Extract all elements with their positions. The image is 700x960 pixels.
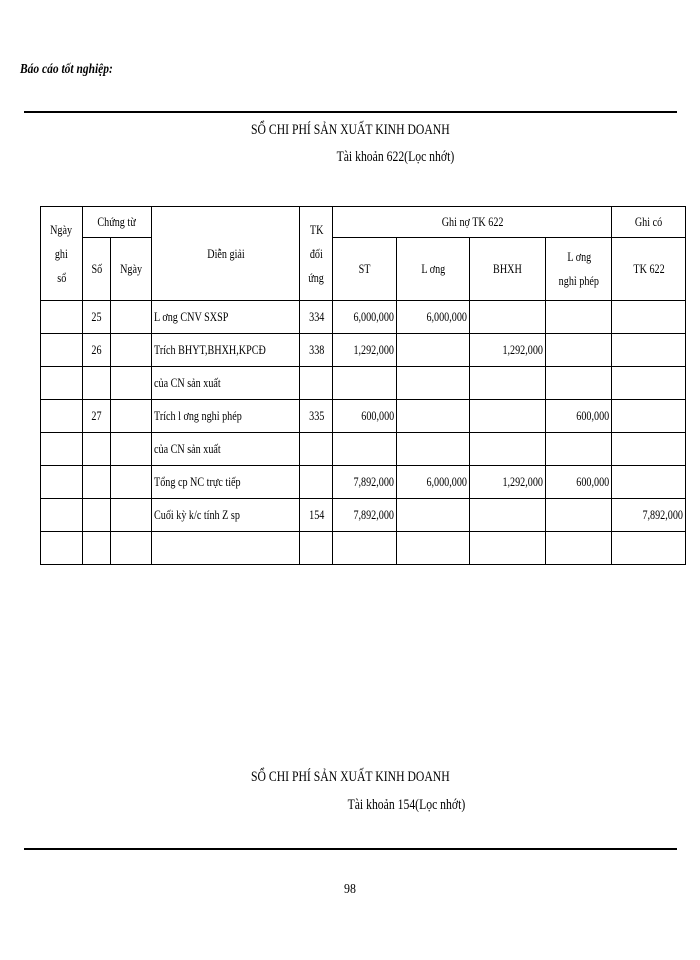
cell-dien-giai: Cuối kỳ k/c tính Z sp — [152, 499, 300, 532]
header-luong: L ơng — [397, 238, 470, 301]
cell-so — [83, 367, 111, 400]
cell-luong-np — [546, 334, 612, 367]
section1-subtitle: Tài khoản 622(Lọc nhớt) — [336, 149, 454, 165]
cell-ngay — [41, 367, 83, 400]
table-row — [41, 466, 686, 499]
cell-ghi-co — [612, 334, 686, 367]
cell-ghi-co — [612, 301, 686, 334]
header-ngay: Ngày — [111, 238, 152, 301]
cell-ngay-ct — [111, 532, 152, 565]
cell-bhxh — [470, 367, 546, 400]
cell-dien-giai: Trích l ơng nghỉ phép — [152, 400, 300, 433]
footer-divider — [24, 848, 677, 850]
cell-tk: 154 — [300, 499, 333, 532]
header-ghi-no: Ghi nợ TK 622 — [333, 207, 612, 238]
cell-luong: 6,000,000 — [397, 301, 470, 334]
cell-st — [333, 532, 397, 565]
cell-dien-giai: của CN sản xuất — [152, 367, 300, 400]
table-row — [41, 367, 686, 400]
cell-luong — [397, 433, 470, 466]
cell-luong-np — [546, 532, 612, 565]
cell-st — [333, 367, 397, 400]
cell-ngay-ct — [111, 301, 152, 334]
table-header-row-1 — [41, 207, 686, 238]
page-number: 98 — [344, 882, 356, 897]
cell-luong: 6,000,000 — [397, 466, 470, 499]
cell-tk — [300, 433, 333, 466]
cell-luong-np — [546, 433, 612, 466]
cell-ngay — [41, 301, 83, 334]
cell-dien-giai — [152, 532, 300, 565]
cell-luong-np — [546, 367, 612, 400]
table-row — [41, 301, 686, 334]
header-luong-nghi-phep: L ơng nghỉ phép — [546, 238, 612, 301]
cell-bhxh — [470, 532, 546, 565]
header-divider — [24, 111, 677, 113]
cell-so — [83, 466, 111, 499]
cell-tk — [300, 532, 333, 565]
cell-bhxh: 1,292,000 — [470, 466, 546, 499]
header-tk-doi-ung: TK đối ứng — [300, 207, 333, 301]
cell-luong — [397, 499, 470, 532]
cell-luong-np: 600,000 — [546, 400, 612, 433]
cell-ghi-co: 7,892,000 — [612, 499, 686, 532]
table-header-row-2 — [41, 238, 686, 301]
cell-ngay-ct — [111, 400, 152, 433]
cell-so: 26 — [83, 334, 111, 367]
cell-ngay-ct — [111, 466, 152, 499]
table-row — [41, 532, 686, 565]
cell-ngay — [41, 400, 83, 433]
cell-st: 7,892,000 — [333, 499, 397, 532]
cell-ghi-co — [612, 466, 686, 499]
header-so: Số — [83, 238, 111, 301]
cell-ngay — [41, 433, 83, 466]
header-st: ST — [333, 238, 397, 301]
cell-ghi-co — [612, 532, 686, 565]
cell-ngay-ct — [111, 499, 152, 532]
cell-luong — [397, 367, 470, 400]
table-row — [41, 334, 686, 367]
header-chung-tu: Chứng từ — [83, 207, 152, 238]
cell-st: 6,000,000 — [333, 301, 397, 334]
section2-subtitle: Tài khoản 154(Lọc nhớt) — [347, 797, 465, 813]
cell-dien-giai: Trích BHYT,BHXH,KPCĐ — [152, 334, 300, 367]
document-header-note: Báo cáo tốt nghiệp: — [20, 62, 113, 77]
cell-ghi-co — [612, 433, 686, 466]
table-row — [41, 499, 686, 532]
cell-so — [83, 433, 111, 466]
cell-luong — [397, 532, 470, 565]
cell-luong — [397, 400, 470, 433]
cell-bhxh — [470, 400, 546, 433]
cell-st: 600,000 — [333, 400, 397, 433]
cell-tk — [300, 367, 333, 400]
cell-st: 7,892,000 — [333, 466, 397, 499]
table-row — [41, 433, 686, 466]
header-dien-giai: Diễn giải — [152, 207, 300, 301]
section1-title: SỔ CHI PHÍ SẢN XUẤT KINH DOANH — [250, 122, 450, 138]
cell-so — [83, 532, 111, 565]
cell-luong-np — [546, 499, 612, 532]
cell-ngay — [41, 466, 83, 499]
cell-tk: 334 — [300, 301, 333, 334]
cell-luong — [397, 334, 470, 367]
ledger-table-622 — [40, 206, 686, 565]
cell-ngay-ct — [111, 367, 152, 400]
cell-so — [83, 499, 111, 532]
cell-so: 27 — [83, 400, 111, 433]
cell-luong-np: 600,000 — [546, 466, 612, 499]
cell-ngay-ct — [111, 334, 152, 367]
cell-ngay-ct — [111, 433, 152, 466]
cell-bhxh — [470, 499, 546, 532]
cell-bhxh: 1,292,000 — [470, 334, 546, 367]
cell-dien-giai: L ơng CNV SXSP — [152, 301, 300, 334]
cell-bhxh — [470, 433, 546, 466]
cell-dien-giai: Tổng cp NC trực tiếp — [152, 466, 300, 499]
cell-dien-giai: của CN sản xuất — [152, 433, 300, 466]
cell-luong-np — [546, 301, 612, 334]
header-bhxh: BHXH — [470, 238, 546, 301]
cell-ngay — [41, 334, 83, 367]
header-ghi-co: Ghi có — [612, 207, 686, 238]
cell-st — [333, 433, 397, 466]
section2-title: SỔ CHI PHÍ SẢN XUẤT KINH DOANH — [250, 769, 450, 785]
cell-st: 1,292,000 — [333, 334, 397, 367]
cell-ghi-co — [612, 367, 686, 400]
table-row — [41, 400, 686, 433]
cell-tk: 338 — [300, 334, 333, 367]
cell-tk — [300, 466, 333, 499]
cell-ngay — [41, 532, 83, 565]
cell-tk: 335 — [300, 400, 333, 433]
cell-so: 25 — [83, 301, 111, 334]
cell-ngay — [41, 499, 83, 532]
header-ngay-ghi-so: Ngày ghi sổ — [41, 207, 83, 301]
cell-ghi-co — [612, 400, 686, 433]
cell-bhxh — [470, 301, 546, 334]
header-tk-622: TK 622 — [612, 238, 686, 301]
